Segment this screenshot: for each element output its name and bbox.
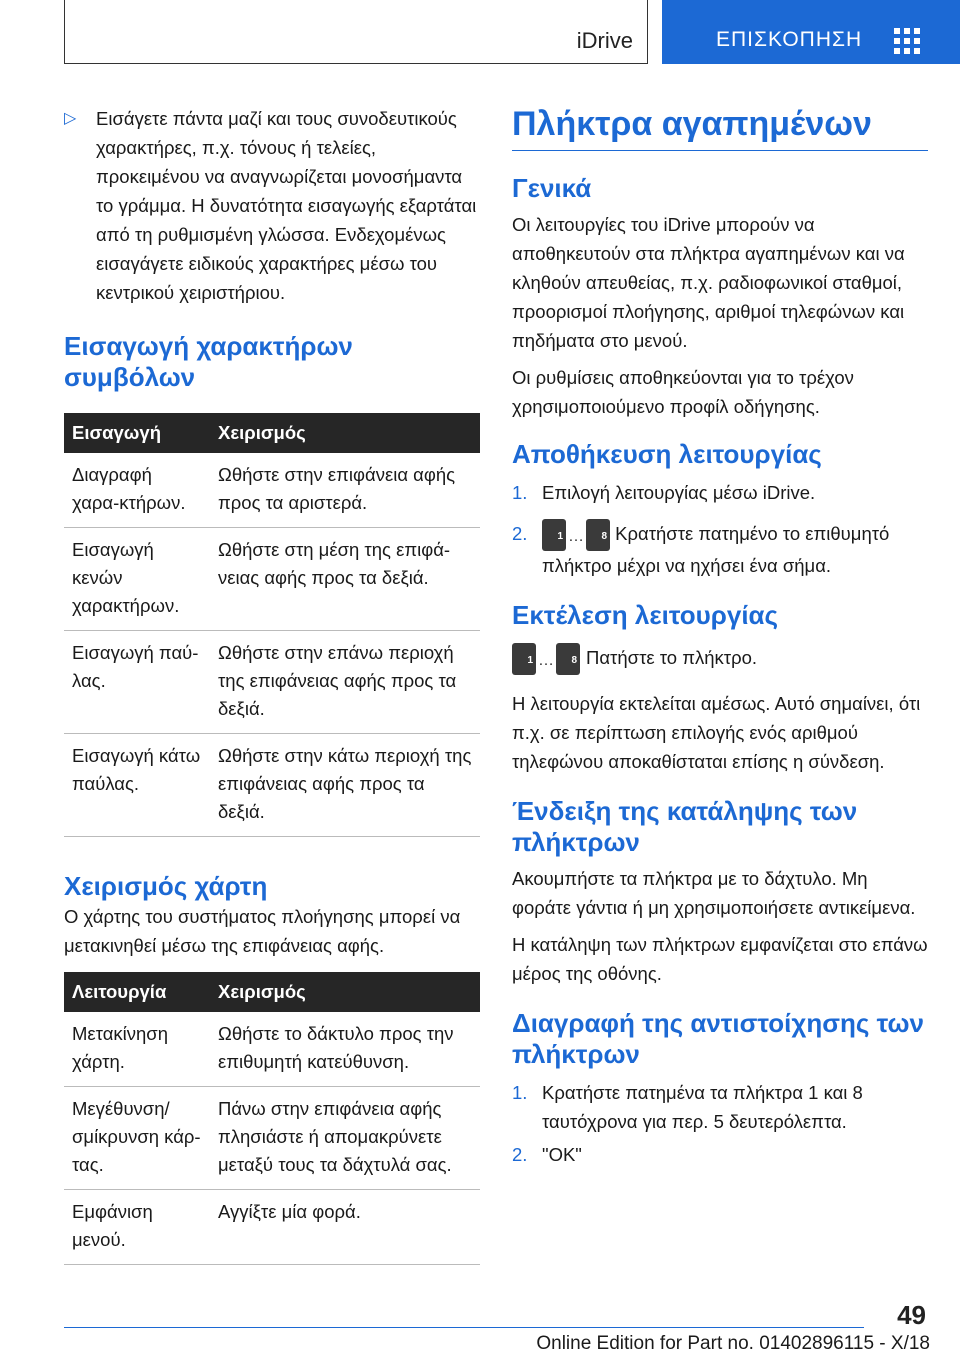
touch-paragraph: Η κατάληψη των πλήκτρων εμφανίζεται στο επάνω μέρος της οθόνης. <box>512 934 928 984</box>
table-cell: Ωθήστε το δάκτυλο προς την επιθυμητή κατεύθυνση. <box>210 1012 480 1087</box>
header-chapter-tab[interactable] <box>662 0 960 64</box>
table-cell: Αγγίξτε μία φορά. <box>210 1190 480 1265</box>
table-row <box>64 528 480 631</box>
exec-row: 1 … 8 Πατήστε το πλήκτρο. <box>512 643 928 683</box>
table-row <box>64 1190 480 1265</box>
heading-map-operation: Χειρισμός χάρτη <box>64 871 268 901</box>
favorite-key-8-icon: 8 <box>556 643 580 675</box>
list-item: 2. 1 … 8 Κρατήστε πατημένο το επιθυμητό πλήκτρο μέχρι να ηχήσει ένα σήμα. <box>512 519 928 580</box>
input-table <box>64 413 480 837</box>
table-row <box>64 453 480 528</box>
table-header-function: Λειτουργία <box>64 972 210 1012</box>
map-text: Ο χάρτης του συστήματος πλοήγησης μπορεί να μετακινηθεί μέσω της επιφάνειας αφής. <box>64 906 461 956</box>
favorite-key-8-icon: 8 <box>586 519 610 551</box>
exec-paragraph: Η λειτουργία εκτελείται αμέσως. Αυτό σημαίνει, ότι π.χ. σε περίπτωση επιλογής ενός αριθμού τηλεφώνου αποκαθίσταται επίσης η σύνδεση. <box>512 693 921 772</box>
header-section-box <box>64 0 648 64</box>
left-column <box>64 104 480 1265</box>
general-paragraph: Οι ρυθμίσεις αποθηκεύονται για το τρέχον χρησιμοποιούμενο προφίλ οδήγησης. <box>512 367 854 417</box>
heading-key-assignment: Ένδειξη της κατάληψης των πλήκτρων <box>512 796 858 857</box>
table-cell: Ωθήστε στην επάνω περιοχή της επιφάνειας αφής προς τα δεξιά. <box>210 631 480 734</box>
list-item: 1. Επιλογή λειτουργίας μέσω iDrive. <box>512 482 816 503</box>
table-cell: Εισαγωγή παύ-λας. <box>64 631 210 734</box>
table-header-operation: Χειρισμός <box>210 972 480 1012</box>
heading-general: Γενικά <box>512 173 592 203</box>
table-row <box>64 1012 480 1087</box>
table-cell: Διαγραφή χαρα-κτήρων. <box>64 453 210 528</box>
table-header-input: Εισαγωγή <box>64 413 210 453</box>
list-item: 2. "OK" <box>512 1144 582 1165</box>
exec-text: Πατήστε το πλήκτρο. <box>586 647 758 668</box>
table-row <box>64 734 480 837</box>
footer-edition: Online Edition for Part no. 01402896115 - X/18 <box>536 1333 930 1354</box>
general-paragraph: Οι λειτουργίες του iDrive μπορούν να αποθηκευτούν στα πλήκτρα αγαπημένων και να κληθούν απευθείας, π.χ. ραδιοφωνικοί σταθμοί, προορισμοί πλοήγησης, αριθμοί τηλεφώνων και πηδήματα στο μενού. <box>512 214 905 351</box>
table-cell: Ωθήστε στην επιφάνεια αφής προς τα αριστερά. <box>210 453 480 528</box>
title-divider <box>512 150 928 151</box>
heading-delete-assignment: Διαγραφή της αντιστοίχησης των πλήκτρων <box>512 1008 924 1069</box>
table-header-operation: Χειρισμός <box>210 413 480 453</box>
header-section: iDrive <box>576 28 633 53</box>
table-cell: Εμφάνιση μενού. <box>64 1190 210 1265</box>
page-title: Πλήκτρα αγαπημένων <box>512 105 872 143</box>
header-chapter: ΕΠΙΣΚΟΠΗΣΗ <box>716 28 863 51</box>
map-table <box>64 972 480 1265</box>
heading-store-function: Αποθήκευση λειτουργίας <box>512 439 822 469</box>
footer-divider <box>64 1327 864 1328</box>
table-cell: Εισαγωγή κενών χαρακτήρων. <box>64 528 210 631</box>
bullet-item: ▷ Εισάγετε πάντα μαζί και τους συνοδευτικούς χαρακτήρες, π.χ. τόνους ή τελείες, προκειμένου να αναγνωρίζεται μονοσήμαντα το γράμμα. Η δυνατότητα εισαγωγής εξαρτάται από τη ρυθμισμένη γλώσσα. Ενδεχομένως εισαγάγετε ειδικούς χαρακτήρες μέσω του κεντρικού χειριστήριου. <box>64 104 480 307</box>
page-number: 49 <box>897 1300 926 1330</box>
table-cell: Πάνω στην επιφάνεια αφής πλησιάστε ή απομακρύνετε μεταξύ τους τα δάχτυλά σας. <box>210 1087 480 1190</box>
triangle-bullet-icon: ▷ <box>64 110 77 127</box>
list-item: 1. Κρατήστε πατημένα τα πλήκτρα 1 και 8 ταυτόχρονα για περ. 5 δευτερόλεπτα. <box>512 1082 863 1132</box>
heading-symbol-input: Εισαγωγή χαρακτήρων συμβόλων <box>64 331 353 392</box>
right-column <box>512 104 928 1169</box>
favorite-key-1-icon: 1 <box>542 519 566 551</box>
grid-icon[interactable] <box>894 28 920 54</box>
touch-paragraph: Ακουμπήστε τα πλήκτρα με το δάχτυλο. Μη φοράτε γάντια ή μη χρησιμοποιήσετε αντικείμενα. <box>512 868 916 918</box>
table-cell: Εισαγωγή κάτω παύλας. <box>64 734 210 837</box>
table-cell: Μετακίνηση χάρτη. <box>64 1012 210 1087</box>
table-cell: Ωθήστε στη μέση της επιφά-νειας αφής προς τα δεξιά. <box>210 528 480 631</box>
table-cell: Ωθήστε στην κάτω περιοχή της επιφάνειας αφής προς τα δεξιά. <box>210 734 480 837</box>
table-row <box>64 1087 480 1190</box>
heading-execute-function: Εκτέλεση λειτουργίας <box>512 600 779 630</box>
table-cell: Μεγέθυνση/σμίκρυνση κάρ-τας. <box>64 1087 210 1190</box>
table-row <box>64 631 480 734</box>
favorite-key-1-icon: 1 <box>512 643 536 675</box>
